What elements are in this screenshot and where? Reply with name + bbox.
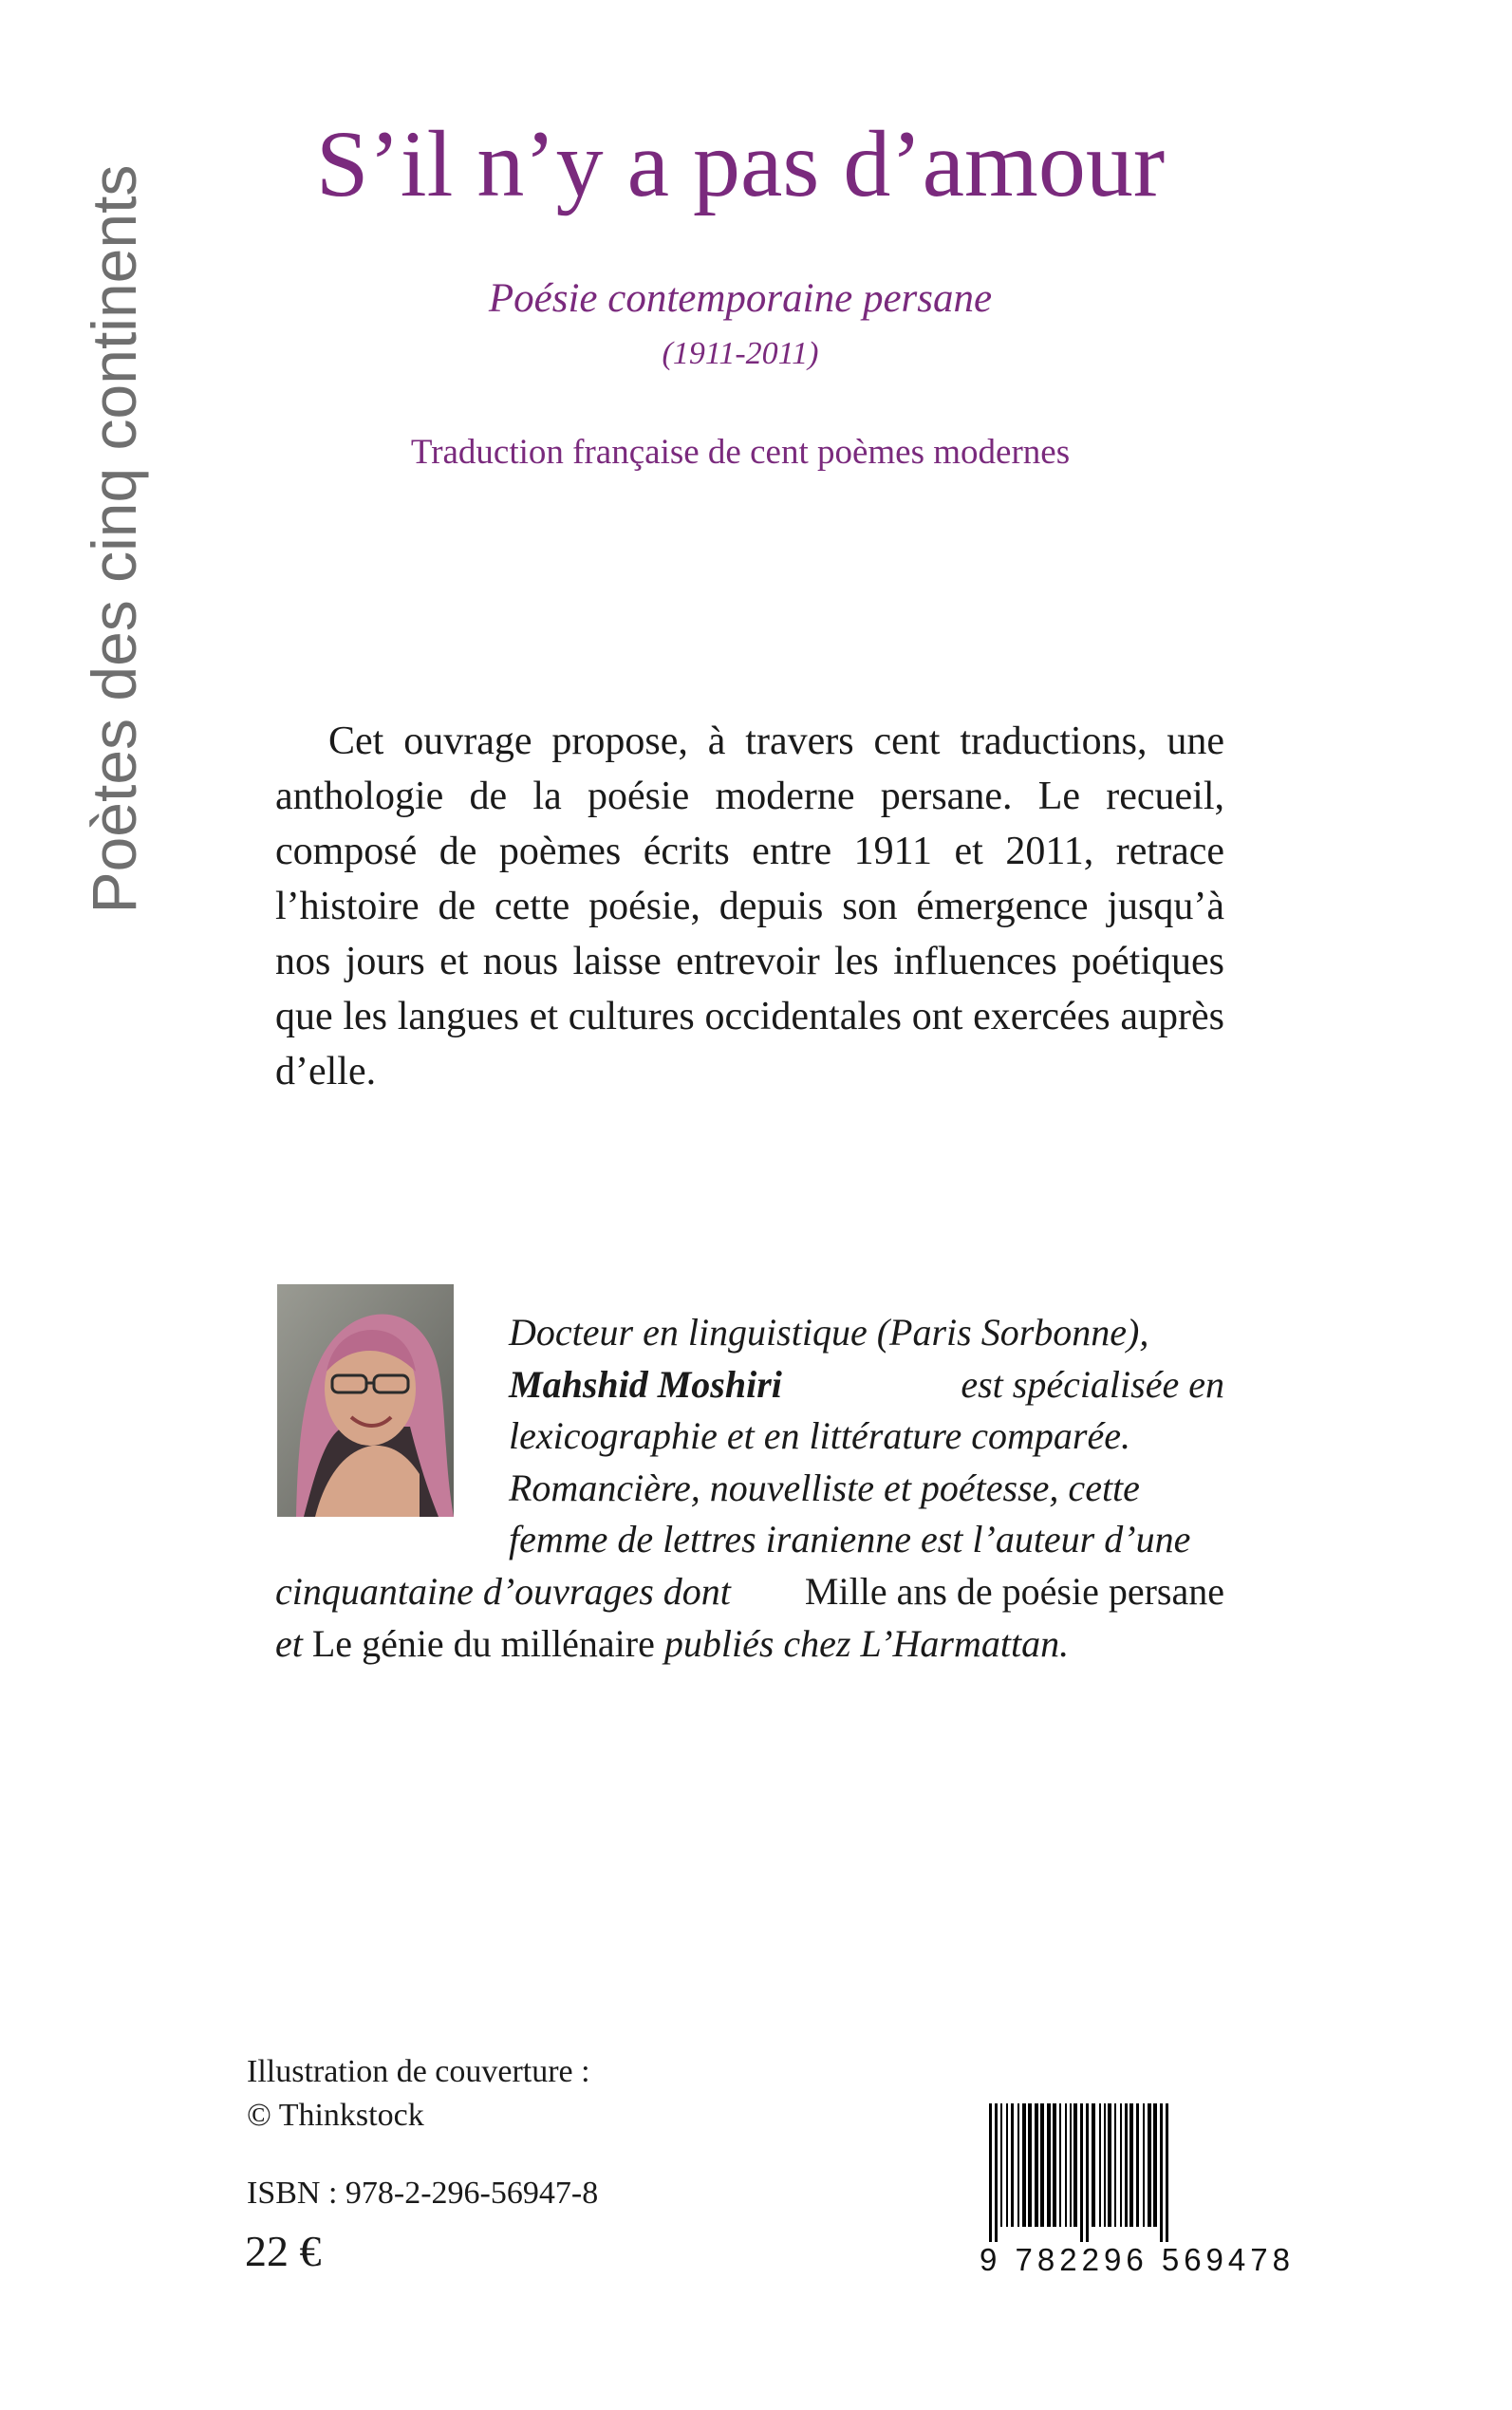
book-blurb: Cet ouvrage propose, à travers cent traductions, une anthologie de la poésie moderne persane. Le recueil, composé de poèmes écrits entre 1911 et 2011, retrace l’histoire de cette poésie, depuis son émergence jusqu’à nos jours et nous laisse entrevoir les influences poétiques que les langues et cultures occidentales ont exercées auprès d’elle. <box>275 719 1224 1093</box>
illustration-credit <box>247 2050 590 2138</box>
bio-text: est spécialisée en <box>961 1362 1224 1406</box>
bio-line <box>509 1514 1224 1566</box>
series-label: Poètes des cinq continents <box>79 164 149 914</box>
bio-text: Docteur en linguistique (Paris Sorbonne), <box>509 1311 1149 1354</box>
author-bio <box>275 1307 1224 1670</box>
bio-line <box>275 1566 1224 1618</box>
isbn: ISBN : 978-2-296-56947-8 <box>247 2176 599 2211</box>
bio-line <box>509 1463 1224 1515</box>
bio-line <box>509 1411 1224 1463</box>
price: 22 € <box>245 2227 322 2275</box>
illustration-source: © Thinkstock <box>247 2098 424 2133</box>
bio-text: femme de lettres iranienne est l’auteur d’une <box>509 1518 1191 1561</box>
book-reference: Mille ans de poésie persane <box>804 1569 1224 1613</box>
bio-line <box>275 1618 1224 1671</box>
book-reference: Le génie du millénaire <box>311 1621 655 1665</box>
book-subtitle: Poésie contemporaine persane <box>488 276 993 321</box>
author-name: Mahshid Moshiri <box>509 1362 782 1406</box>
bio-line <box>509 1359 1224 1411</box>
bio-text: et <box>275 1621 303 1665</box>
barcode <box>976 2100 1298 2285</box>
barcode-number: 9 782296 569478 <box>980 2242 1295 2277</box>
bio-text: publiés chez L’Harmattan. <box>663 1621 1070 1665</box>
illustration-label: Illustration de couverture : <box>247 2054 590 2089</box>
book-title: S’il n’y a pas d’amour <box>315 111 1166 216</box>
bio-text: cinquantaine d’ouvrages dont <box>275 1569 731 1613</box>
bio-text: lexicographie et en littérature comparée. <box>509 1414 1130 1458</box>
bio-text: Romancière, nouvelliste et poétesse, cette <box>509 1466 1140 1509</box>
translation-note: Traduction française de cent poèmes modernes <box>410 433 1071 472</box>
barcode-bars-icon <box>976 2100 1298 2242</box>
bio-line <box>509 1307 1224 1359</box>
book-dates: (1911-2011) <box>662 336 819 371</box>
